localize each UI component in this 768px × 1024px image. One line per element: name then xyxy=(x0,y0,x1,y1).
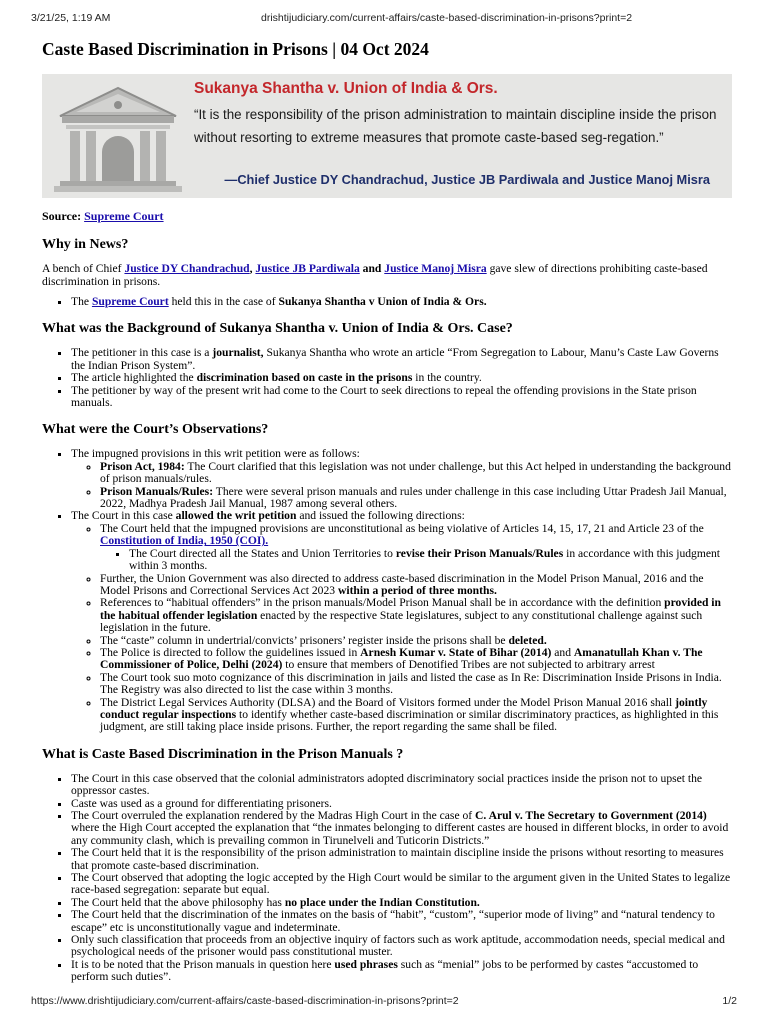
text: Further, the Union Government was also directed to address caste-based discrimination in the Model Prison Manual, 2016 and the Model Prisons and Correctional Services Act 2023 xyxy=(100,571,704,597)
text: Arnesh Kumar v. State of Bihar (2014) xyxy=(360,645,552,659)
manuals-heading: What is Caste Based Discrimination in the Prison Manuals ? xyxy=(42,746,404,762)
observations-list xyxy=(42,448,732,733)
list-item xyxy=(100,697,732,734)
page-title: Caste Based Discrimination in Prisons | 04 Oct 2024 xyxy=(42,39,429,59)
background-heading: What was the Background of Sukanya Shantha v. Union of India & Ors. Case? xyxy=(42,321,513,337)
text: The “caste” column in undertrial/convicts’ prisoners’ register inside the prisons shall be xyxy=(100,633,509,647)
source-link[interactable]: Supreme Court xyxy=(84,209,164,223)
list-item xyxy=(100,486,732,511)
text: The Court held that the impugned provisions are unconstitutional as being violative of Articles 14, 15, 17, 21 and Article 23 of the xyxy=(100,521,704,535)
text: journalist, xyxy=(212,346,264,360)
footer-url: https://www.drishtijudiciary.com/current-affairs/caste-based-discrimination-in-prisons?print=2 xyxy=(31,995,459,1007)
link-justice-misra[interactable]: Justice Manoj Misra xyxy=(384,262,487,275)
link-justice-pardiwala[interactable]: Justice JB Pardiwala xyxy=(255,262,360,275)
list-item xyxy=(71,372,732,384)
text: Prison Manuals/Rules: xyxy=(100,484,214,498)
banner-case-title: Sukanya Shantha v. Union of India & Ors. xyxy=(194,80,498,97)
source-label: Source: xyxy=(42,209,82,223)
text: The petitioner in this case is a xyxy=(71,346,213,360)
text: Amanatullah Khan v. The Commissioner of Police, Delhi (2024) xyxy=(100,645,703,672)
text: Prison Act, 1984: xyxy=(100,459,185,473)
banner-attribution: —Chief Justice DY Chandrachud, Justice JB Pardiwala and Justice Manoj Misra xyxy=(224,172,710,187)
court-building-icon xyxy=(52,82,184,194)
text: within a period of three months. xyxy=(337,583,497,597)
text: used phrases xyxy=(334,957,398,971)
link-supreme-court[interactable]: Supreme Court xyxy=(91,295,169,308)
text: , xyxy=(249,262,256,275)
list-item xyxy=(100,461,732,486)
list-item: ◦ The Court took suo moto cognizance of this discrimination in jails and listed the case as In Re: Discrimination Inside Prisons in India. The Registry was also directed to list the case within 3 months. xyxy=(100,672,732,697)
list-item xyxy=(71,510,732,733)
text: enacted by the respective State legislatures, subject to any constitutional challenge against such legislation in the future. xyxy=(100,608,703,635)
text: The article highlighted the xyxy=(71,371,197,385)
print-footer xyxy=(31,995,737,1009)
text: C. Arul v. The Secretary to Government (2014) xyxy=(475,809,707,822)
text: The Court clarified that this legislation was not under challenge, but this Act helped in understanding the background of prison manuals/rules. xyxy=(100,459,731,486)
text: held this in the case of xyxy=(168,295,279,308)
text: deleted. xyxy=(508,633,547,647)
text: jointly conduct regular inspections xyxy=(100,695,708,721)
list-item xyxy=(71,448,732,510)
text: no place under the Indian Constitution. xyxy=(284,895,480,909)
banner-quote: “It is the responsibility of the prison administration to maintain discipline inside the prison without resorting to extreme measures that promote caste-based seg-regation.” xyxy=(194,107,717,145)
text: A bench of Chief xyxy=(42,262,125,275)
why-in-news-heading: Why in News? xyxy=(42,237,129,252)
sub-list xyxy=(71,461,732,511)
quote-banner xyxy=(42,74,732,198)
link-constitution[interactable]: Constitution of India, 1950 (COI). xyxy=(100,534,269,548)
list-item: ▪ The Court held that the discrimination of the inmates on the basis of “habit”, “custom”, “superior mode of living” and “natural tendency to escape” etc is unconstitutionally vague and indeterminate. xyxy=(71,909,732,934)
why-list xyxy=(42,296,732,308)
observations-heading: What were the Court’s Observations? xyxy=(42,422,269,438)
text: gave slew of directions prohibiting caste-based discrimination in prisons. xyxy=(42,262,708,288)
text: and issued the following directions: xyxy=(296,509,465,523)
list-item: ▪ Only such classification that proceeds from an objective inquiry of factors such as work aptitude, accommodation needs, special medical and psychological needs of the prisoner would pass constitutional muster. xyxy=(71,934,732,959)
list-item xyxy=(71,296,732,308)
text: discrimination based on caste in the prisons xyxy=(196,371,413,385)
list-item xyxy=(100,647,732,672)
sub-list xyxy=(71,523,732,734)
article xyxy=(42,38,732,994)
text: such as “menial” jobs to be performed by castes “accustomed to perform such duties”. xyxy=(71,957,699,984)
list-item xyxy=(71,810,732,847)
text: There were several prison manuals and rules under challenge in this case including Uttar Pradesh Jail Manual, 2022, Madhya Pradesh Jail Manual, 1987 among several others. xyxy=(100,484,727,511)
list-item xyxy=(129,548,732,573)
text: References to “habitual offenders” in the prison manuals/Model Prison Manual shall be in accordance with the definition xyxy=(100,596,665,610)
background-list xyxy=(42,347,732,409)
text: The Police is directed to follow the guidelines issued in xyxy=(100,645,361,659)
list-item: ▪ The Court in this case observed that the colonial administrators adopted discriminatory social practices inside the prison not to upset the oppressor castes. xyxy=(71,773,732,798)
print-url: drishtijudiciary.com/current-affairs/caste-based-discrimination-in-prisons?print=2 xyxy=(261,12,633,24)
list-item: ▪ The Court observed that adopting the logic accepted by the High Court would be similar to the argument given in the United States to legalize race-based segregation: separate but equal. xyxy=(71,872,732,897)
text: and xyxy=(359,262,385,275)
list-item xyxy=(100,597,732,634)
text: The xyxy=(71,295,92,308)
text: in accordance with this judgment within 3 months. xyxy=(129,546,721,573)
text: and xyxy=(551,645,574,659)
text: provided in the habitual offender legislation xyxy=(100,596,721,622)
text: revise their Prison Manuals/Rules xyxy=(395,546,564,560)
text: Sukanya Shantha who wrote an article “From Segregation to Labour, Manu’s Caste Law Governs the Indian Prison System”. xyxy=(71,346,719,372)
text: The Court overruled the explanation rendered by the Madras High Court in the case of xyxy=(71,809,476,822)
list-item xyxy=(71,347,732,372)
link-cji-chandrachud[interactable]: Justice DY Chandrachud xyxy=(124,262,250,275)
list-item: ▪ Caste was used as a ground for differentiating prisoners. xyxy=(71,798,732,810)
text: to identify whether caste-based discrimination or similar discriminatory practices, as highlighted in this judgment, are still taking place inside prisons. Further, the report regarding the same shall be filed. xyxy=(100,707,719,734)
text: to ensure that members of Denotified Tribes are not subjected to arbitrary arrest xyxy=(282,658,655,672)
list-item: ▪ The Court held that it is the responsibility of the prison administration to maintain discipline inside the prisons without resorting to measures that promote caste-based discrimination. xyxy=(71,847,732,872)
text: in the country. xyxy=(412,371,482,385)
list-item: ▪ The petitioner by way of the present writ had come to the Court to seek directions to repeal the offending provisions in the State prison manuals. xyxy=(71,385,732,410)
print-header xyxy=(31,12,737,26)
page-number: 1/2 xyxy=(722,995,737,1007)
text: The Court in this case xyxy=(71,509,176,523)
text: Sukanya Shantha v Union of India & Ors. xyxy=(278,295,487,308)
text: allowed the writ petition xyxy=(175,509,297,523)
manuals-list xyxy=(42,773,732,984)
text: where the High Court accepted the explanation that “the inmates belonging to different castes are housed in different blocks, in order to avoid any community clash, which is prevailing common in Tirunelveli and Tuticorin Districts.” xyxy=(71,821,729,847)
text: The impugned provisions in this writ petition were as follows: xyxy=(71,447,360,461)
list-item xyxy=(100,523,732,573)
text: The District Legal Services Authority (DLSA) and the Board of Visitors formed under the Model Prison Manual 2016 shall xyxy=(100,695,676,709)
list-item xyxy=(71,959,732,984)
text: The Court directed all the States and Union Territories to xyxy=(129,546,396,560)
print-datetime: 3/21/25, 1:19 AM xyxy=(31,12,111,24)
why-paragraph xyxy=(42,263,732,288)
source-line xyxy=(42,209,732,224)
text: It is to be noted that the Prison manuals in question here xyxy=(71,957,335,971)
list-item xyxy=(100,573,732,598)
sub-sub-list xyxy=(100,548,732,573)
text: The Court held that the above philosophy has xyxy=(71,895,285,909)
